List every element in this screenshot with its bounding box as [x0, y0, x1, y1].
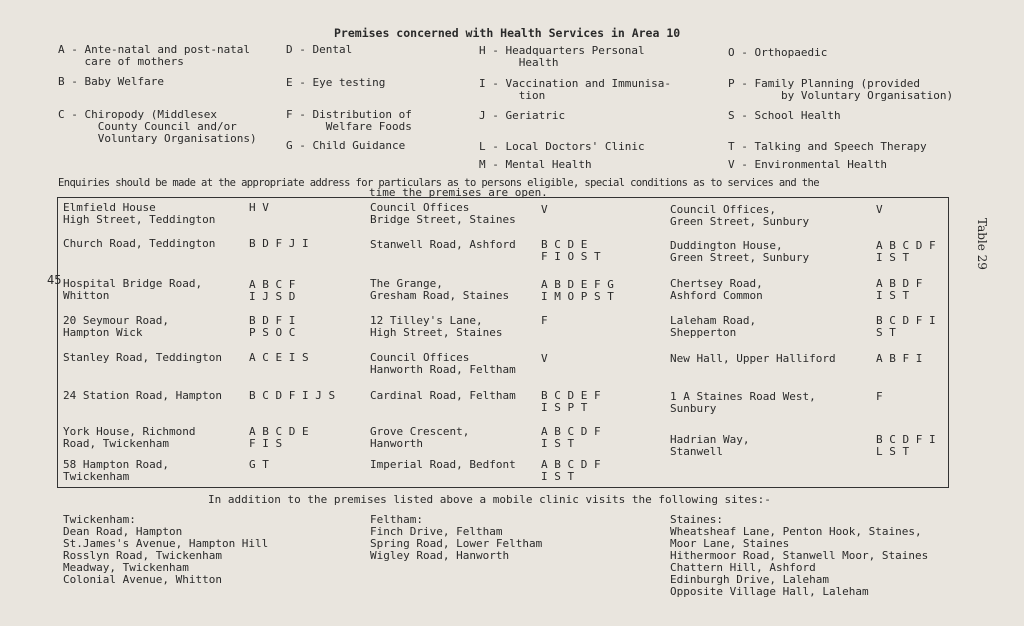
premises-services: F	[876, 390, 883, 403]
premises-services: B C D F I L S T	[876, 433, 936, 458]
premises-services: G T	[249, 458, 269, 471]
premises-address: Hadrian Way, Stanwell	[670, 433, 750, 458]
enquiries-note-line1: Enquiries should be made at the appropriate address for particulars as to persons eligible, special conditions as to services and the	[58, 177, 819, 189]
premises-address: Duddington House, Green Street, Sunbury	[670, 239, 810, 264]
premises-services: B D F I P S O C	[249, 314, 296, 339]
premises-address: Church Road, Teddington	[63, 237, 216, 250]
legend-item-v: V - Environmental Health	[728, 158, 887, 171]
premises-services: B C D F I S T	[876, 314, 936, 339]
premises-address: Laleham Road, Shepperton	[670, 314, 757, 339]
premises-services: B C D E F I O S T	[541, 238, 601, 263]
premises-services: B C D F I J S	[249, 389, 336, 402]
legend-item-b: B - Baby Welfare	[58, 75, 164, 88]
legend-item-p: P - Family Planning (provided by Voluntary Organisation)	[728, 77, 954, 102]
premises-address: Council Offices Hanworth Road, Feltham	[370, 351, 516, 376]
premises-services: A B F I	[876, 352, 923, 365]
mobile-site-list: Finch Drive, Feltham Spring Road, Lower Feltham Wigley Road, Hanworth	[370, 525, 543, 562]
premises-services: V	[541, 203, 548, 216]
premises-address: Hospital Bridge Road, Whitton	[63, 277, 203, 302]
premises-services: F	[541, 314, 548, 327]
mobile-area-heading: Staines:	[670, 513, 723, 526]
legend-item-c: C - Chiropody (Middlesex County Council and/or Voluntary Organisations)	[58, 108, 257, 145]
legend-item-h: H - Headquarters Personal Health	[479, 44, 645, 69]
premises-address: Council Offices, Green Street, Sunbury	[670, 203, 810, 228]
premises-services: H V	[249, 201, 269, 214]
premises-services: A B C D F I S T	[541, 425, 601, 450]
mobile-area-heading: Feltham:	[370, 513, 423, 526]
premises-services: A C E I S	[249, 351, 309, 364]
premises-address: Chertsey Road, Ashford Common	[670, 277, 763, 302]
legend-item-a: A - Ante-natal and post-natal care of mothers	[58, 43, 251, 68]
table-label: Table 29	[975, 218, 989, 270]
premises-services: A B D E F G I M O P S T	[541, 278, 614, 303]
mobile-clinic-intro: In addition to the premises listed above a mobile clinic visits the following sites:-	[208, 493, 771, 506]
page-number: 45	[47, 273, 62, 287]
premises-address: The Grange, Gresham Road, Staines	[370, 277, 510, 302]
premises-address: Stanwell Road, Ashford	[370, 238, 516, 251]
legend-item-t: T - Talking and Speech Therapy	[728, 140, 927, 153]
premises-services: V	[876, 203, 883, 216]
premises-services: B C D E F I S P T	[541, 389, 601, 414]
mobile-site-list: Dean Road, Hampton St.James's Avenue, Hampton Hill Rosslyn Road, Twickenham Meadway, Twickenham Colonial Avenue, Whitton	[63, 525, 269, 586]
premises-address: Grove Crescent, Hanworth	[370, 425, 470, 450]
premises-services: A B C D F I S T	[541, 458, 601, 483]
premises-address: Council Offices Bridge Street, Staines	[370, 201, 516, 226]
premises-address: 24 Station Road, Hampton	[63, 389, 222, 402]
premises-address: Elmfield House High Street, Teddington	[63, 201, 216, 226]
premises-services: A B C D E F I S	[249, 425, 309, 450]
premises-services: A B C F I J S D	[249, 278, 296, 303]
mobile-area-heading: Twickenham:	[63, 513, 136, 526]
premises-address: New Hall, Upper Halliford	[670, 352, 836, 365]
premises-address: Imperial Road, Bedfont	[370, 458, 516, 471]
premises-address: 58 Hampton Road, Twickenham	[63, 458, 169, 483]
legend-item-l: L - Local Doctors' Clinic	[479, 140, 645, 153]
mobile-site-list: Wheatsheaf Lane, Penton Hook, Staines, Moor Lane, Staines Hithermoor Road, Stanwell Moor, Staines Chattern Hill, Ashford Edinburgh Drive, Laleham Opposite Village Hall, Laleham	[670, 525, 929, 598]
legend-item-i: I - Vaccination and Immunisa- tion	[479, 77, 672, 102]
premises-services: A B C D F I S T	[876, 239, 936, 264]
premises-address: 12 Tilley's Lane, High Street, Staines	[370, 314, 503, 339]
page-title: Premises concerned with Health Services in Area 10	[334, 26, 681, 40]
premises-address: Cardinal Road, Feltham	[370, 389, 516, 402]
legend-item-g: G - Child Guidance	[286, 139, 406, 152]
premises-address: Stanley Road, Teddington	[63, 351, 222, 364]
premises-services: V	[541, 352, 548, 365]
legend-item-s: S - School Health	[728, 109, 841, 122]
premises-address: 20 Seymour Road, Hampton Wick	[63, 314, 169, 339]
legend-item-m: M - Mental Health	[479, 158, 592, 171]
legend-item-e: E - Eye testing	[286, 76, 386, 89]
legend-item-d: D - Dental	[286, 43, 353, 56]
legend-item-f: F - Distribution of Welfare Foods	[286, 108, 412, 133]
premises-address: 1 A Staines Road West, Sunbury	[670, 390, 816, 415]
legend-item-j: J - Geriatric	[479, 109, 566, 122]
premises-services: A B D F I S T	[876, 277, 923, 302]
premises-address: York House, Richmond Road, Twickenham	[63, 425, 196, 450]
legend-item-o: O - Orthopaedic	[728, 46, 828, 59]
premises-services: B D F J I	[249, 237, 309, 250]
enquiries-note-line2: time the premises are open.	[369, 186, 548, 199]
